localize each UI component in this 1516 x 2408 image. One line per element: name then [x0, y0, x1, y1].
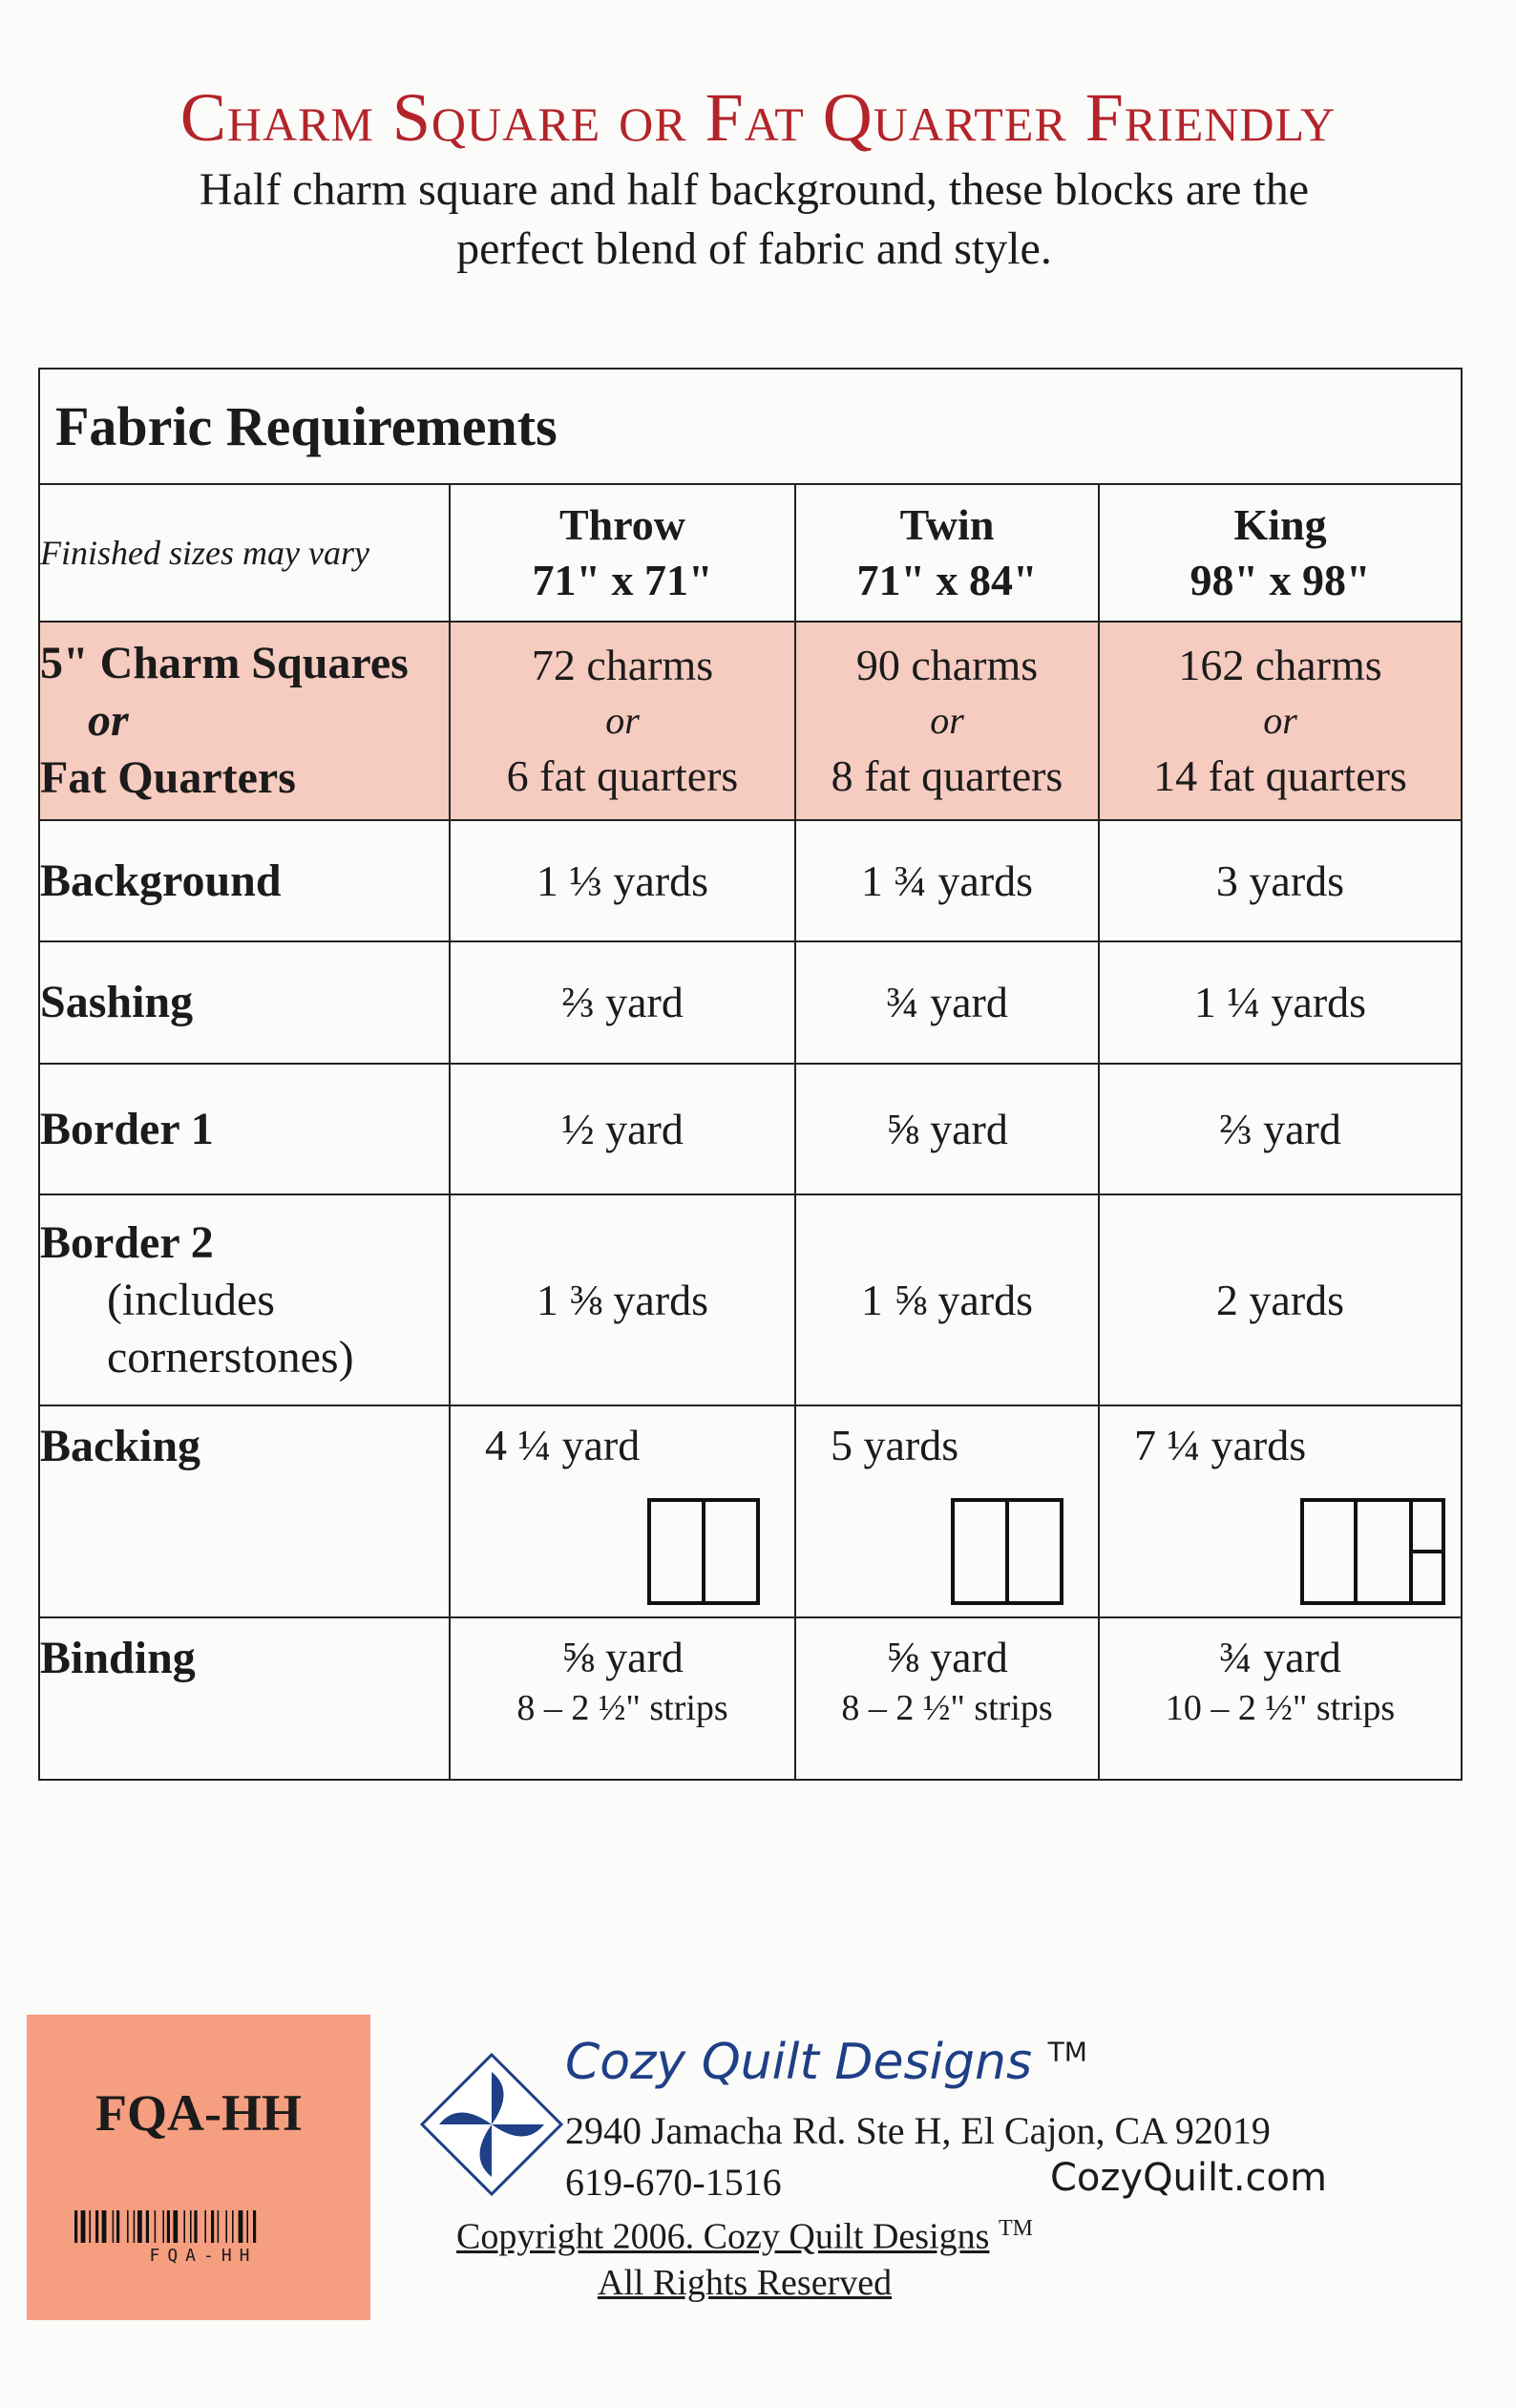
binding-throw	[450, 1617, 795, 1780]
three-panel-backing-icon	[1300, 1498, 1445, 1605]
product-code: FQA-HH	[95, 2084, 302, 2142]
row-label-sashing: Sashing	[39, 941, 450, 1063]
product-code-box	[27, 2015, 370, 2320]
charm-count: 162 charms	[1178, 640, 1382, 689]
or-text: or	[605, 698, 640, 742]
size-header-king	[1099, 484, 1462, 622]
or-text: or	[930, 698, 964, 742]
binding-twin	[795, 1617, 1099, 1780]
charm-label: 5" Charm Squares	[40, 637, 409, 688]
size-name: Throw	[558, 500, 686, 550]
subtitle-line-1: Half charm square and half background, these blocks are the	[199, 164, 1310, 215]
charm-count: 72 charms	[531, 640, 714, 689]
sashing-throw: ⅔ yard	[450, 941, 795, 1063]
fat-quarter-label: Fat Quarters	[40, 751, 296, 803]
phone-number: 619-670-1516	[565, 2161, 782, 2204]
charm-count: 90 charms	[855, 640, 1039, 689]
subtitle-line-2: perfect blend of fabric and style.	[456, 223, 1052, 274]
size-dims: 71" x 71"	[532, 556, 713, 605]
border2-throw: 1 ⅜ yards	[450, 1194, 795, 1405]
trademark: TM	[1047, 2036, 1087, 2068]
fat-quarter-count: 8 fat quarters	[831, 750, 1063, 800]
rights-text: All Rights Reserved	[597, 2262, 893, 2303]
two-panel-backing-icon	[647, 1498, 760, 1605]
backing-value: 4 ¼ yard	[485, 1420, 641, 1469]
or-text: or	[1263, 698, 1297, 742]
row-label-backing: Backing	[39, 1405, 450, 1617]
table-row-backing	[39, 1405, 1462, 1617]
copyright-block	[382, 2206, 1107, 2306]
size-name: Twin	[899, 500, 995, 550]
binding-strips: 8 – 2 ½" strips	[516, 1688, 728, 1729]
size-note: Finished sizes may vary	[39, 484, 450, 622]
binding-strips: 10 – 2 ½" strips	[1165, 1688, 1396, 1729]
address: 2940 Jamacha Rd. Ste H, El Cajon, CA 92019	[565, 2109, 1271, 2152]
binding-king	[1099, 1617, 1462, 1780]
size-dims: 98" x 98"	[1190, 556, 1371, 605]
two-panel-backing-icon	[951, 1498, 1063, 1605]
border2-sub-1: (includes	[107, 1274, 275, 1325]
brand-text: Cozy Quilt Designs	[565, 2034, 1033, 2091]
sashing-king: 1 ¼ yards	[1099, 941, 1462, 1063]
size-header-twin	[795, 484, 1099, 622]
table-heading: Fabric Requirements	[39, 369, 1462, 484]
border2-twin: 1 ⅝ yards	[795, 1194, 1099, 1405]
pinwheel-logo-icon	[420, 2053, 563, 2196]
copyright-text: Copyright 2006. Cozy Quilt Designs	[456, 2216, 990, 2257]
binding-yardage: ¾ yard	[1219, 1633, 1341, 1682]
table-row-border2	[39, 1194, 1462, 1405]
fabric-requirements-table	[38, 368, 1463, 1781]
background-king: 3 yards	[1099, 820, 1462, 941]
row-label-binding: Binding	[39, 1617, 450, 1780]
website-link[interactable]: CozyQuilt.com	[1050, 2156, 1327, 2200]
size-dims: 71" x 84"	[856, 556, 1038, 605]
charm-label-or: or	[88, 694, 129, 746]
charm-cell-twin	[795, 622, 1099, 820]
page-subtitle	[134, 160, 1375, 279]
row-label-charm	[39, 622, 450, 820]
size-name: King	[1233, 500, 1327, 550]
page-title: Charm Square or Fat Quarter Friendly	[179, 79, 1337, 156]
row-label-background: Background	[39, 820, 450, 941]
size-header-throw	[450, 484, 795, 622]
binding-strips: 8 – 2 ½" strips	[841, 1688, 1053, 1729]
charm-cell-throw	[450, 622, 795, 820]
copyright-trademark: TM	[998, 2216, 1033, 2241]
table-row-charm	[39, 622, 1462, 820]
binding-yardage: ⅝ yard	[561, 1633, 684, 1682]
backing-value: 7 ¼ yards	[1134, 1420, 1307, 1469]
border2-sub-2: cornerstones)	[107, 1331, 354, 1383]
fat-quarter-count: 14 fat quarters	[1153, 750, 1407, 800]
brand-name	[565, 2034, 1087, 2091]
barcode-icon	[74, 2210, 332, 2243]
barcode-text: FQA-HH	[149, 2246, 258, 2266]
fat-quarter-count: 6 fat quarters	[506, 750, 739, 800]
backing-throw	[450, 1405, 795, 1617]
table-row-sashing	[39, 941, 1462, 1063]
table-row-binding	[39, 1617, 1462, 1780]
border1-king: ⅔ yard	[1099, 1064, 1462, 1194]
table-row-border1	[39, 1064, 1462, 1194]
border1-throw: ½ yard	[450, 1064, 795, 1194]
border1-twin: ⅝ yard	[795, 1064, 1099, 1194]
backing-value: 5 yards	[831, 1420, 959, 1469]
background-throw: 1 ⅓ yards	[450, 820, 795, 941]
binding-yardage: ⅝ yard	[886, 1633, 1008, 1682]
background-twin: 1 ¾ yards	[795, 820, 1099, 941]
row-label-border2	[39, 1194, 450, 1405]
backing-twin	[795, 1405, 1099, 1617]
row-label-border1: Border 1	[39, 1064, 450, 1194]
table-row-background	[39, 820, 1462, 941]
backing-king	[1099, 1405, 1462, 1617]
border2-label: Border 2	[40, 1216, 214, 1268]
charm-cell-king	[1099, 622, 1462, 820]
border2-king: 2 yards	[1099, 1194, 1462, 1405]
sashing-twin: ¾ yard	[795, 941, 1099, 1063]
